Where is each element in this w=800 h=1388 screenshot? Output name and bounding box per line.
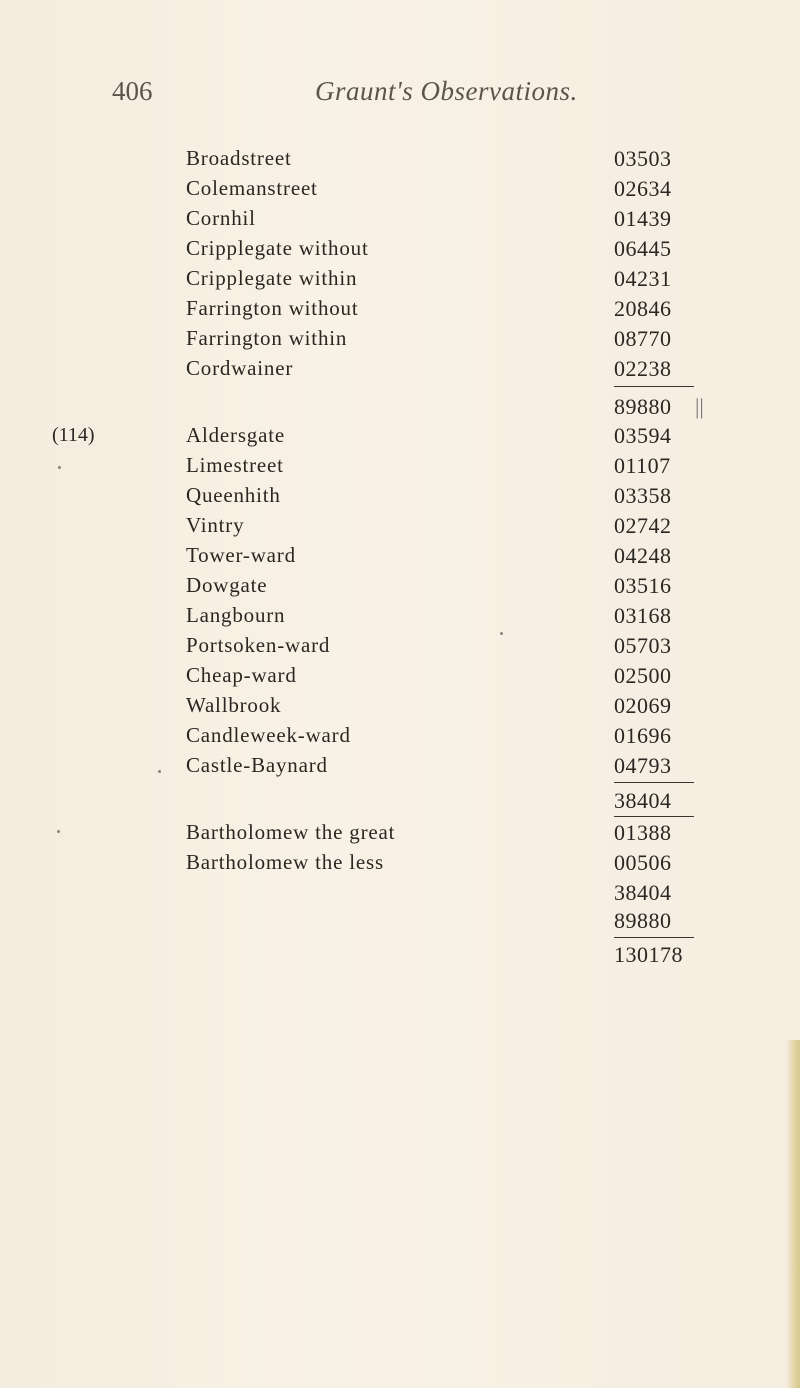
ward-count: 03594 [614,423,672,448]
ward-count: 01107 [614,453,671,478]
running-header [0,76,800,116]
ward-name: Colemanstreet [186,176,318,200]
ward-name: Cripplegate within [186,266,358,290]
ward-count: 03358 [614,483,672,508]
table-row [0,850,800,880]
ward-count: 03516 [614,573,672,598]
ward-name: Vintry [186,513,245,537]
ward-count: 03503 [614,146,672,171]
ward-name: Candleweek-ward [186,723,351,747]
subtotal-value: 89880 [614,394,672,419]
ward-name: Portsoken-ward [186,633,331,657]
ward-name: Limestreet [186,453,284,477]
table-row [0,633,800,663]
ward-name: Farrington within [186,326,348,350]
page-edge-stain [786,1040,800,1388]
table-row [0,296,800,326]
table-row [0,206,800,236]
paper-speck [58,466,61,469]
ward-count: 00506 [614,850,672,875]
ward-count: 02069 [614,693,672,718]
subtotal-row [0,394,800,424]
ward-name: Cordwainer [186,356,294,380]
ward-count: 04231 [614,266,672,291]
table-row [0,543,800,573]
ward-name: Langbourn [186,603,286,627]
carried-value: 89880 [614,908,672,933]
ward-count: 01388 [614,820,672,845]
total-mark: || [695,394,704,419]
table-row [0,453,800,483]
table-row [0,820,800,850]
page-number: 406 [112,76,153,106]
table-row [0,513,800,543]
ward-name: Farrington without [186,296,359,320]
table-row [0,753,800,783]
subtotal-value: 38404 [614,788,672,813]
ward-name: Queenhith [186,483,281,507]
ward-name: Bartholomew the less [186,850,384,874]
paper-speck [158,770,161,773]
table-row [0,663,800,693]
ward-count: 01439 [614,206,672,231]
margin-note: (114) [52,424,95,446]
ward-name: Cornhil [186,206,256,230]
ward-name: Cripplegate without [186,236,369,260]
ward-count: 08770 [614,326,672,351]
carried-row [0,908,800,938]
table-row [0,146,800,176]
sum-rule [614,386,694,387]
ward-count: 05703 [614,633,672,658]
table-row [0,693,800,723]
sum-rule [614,816,694,817]
running-title: Graunt's Observations. [315,76,578,106]
ward-count: 02742 [614,513,672,538]
ward-count: 02500 [614,663,672,688]
paper-speck [57,830,60,833]
grand-total-value: 130178 [614,942,683,967]
ward-count: 03168 [614,603,672,628]
subtotal-row [0,788,800,818]
table-row [0,483,800,513]
ward-count: 06445 [614,236,672,261]
ward-name: Tower-ward [186,543,296,567]
table-row [0,423,800,453]
table-row [0,603,800,633]
ward-name: Broadstreet [186,146,292,170]
ward-count: 01696 [614,723,672,748]
sum-rule [614,782,694,783]
table-row [0,326,800,356]
ward-name: Dowgate [186,573,268,597]
ward-count: 02238 [614,356,672,381]
grand-total-row [0,942,800,972]
carried-row [0,880,800,910]
ward-name: Wallbrook [186,693,282,717]
ward-count: 04793 [614,753,672,778]
ward-name: Castle-Baynard [186,753,328,777]
sum-rule [614,937,694,938]
table-row [0,723,800,753]
ward-count: 02634 [614,176,672,201]
paper-speck [500,632,503,635]
carried-value: 38404 [614,880,672,905]
ward-name: Bartholomew the great [186,820,396,844]
table-row [0,266,800,296]
table-row [0,176,800,206]
ward-name: Cheap-ward [186,663,297,687]
ward-count: 04248 [614,543,672,568]
table-row [0,573,800,603]
table-row [0,236,800,266]
ward-name: Aldersgate [186,423,285,447]
ward-count: 20846 [614,296,672,321]
table-row [0,356,800,386]
